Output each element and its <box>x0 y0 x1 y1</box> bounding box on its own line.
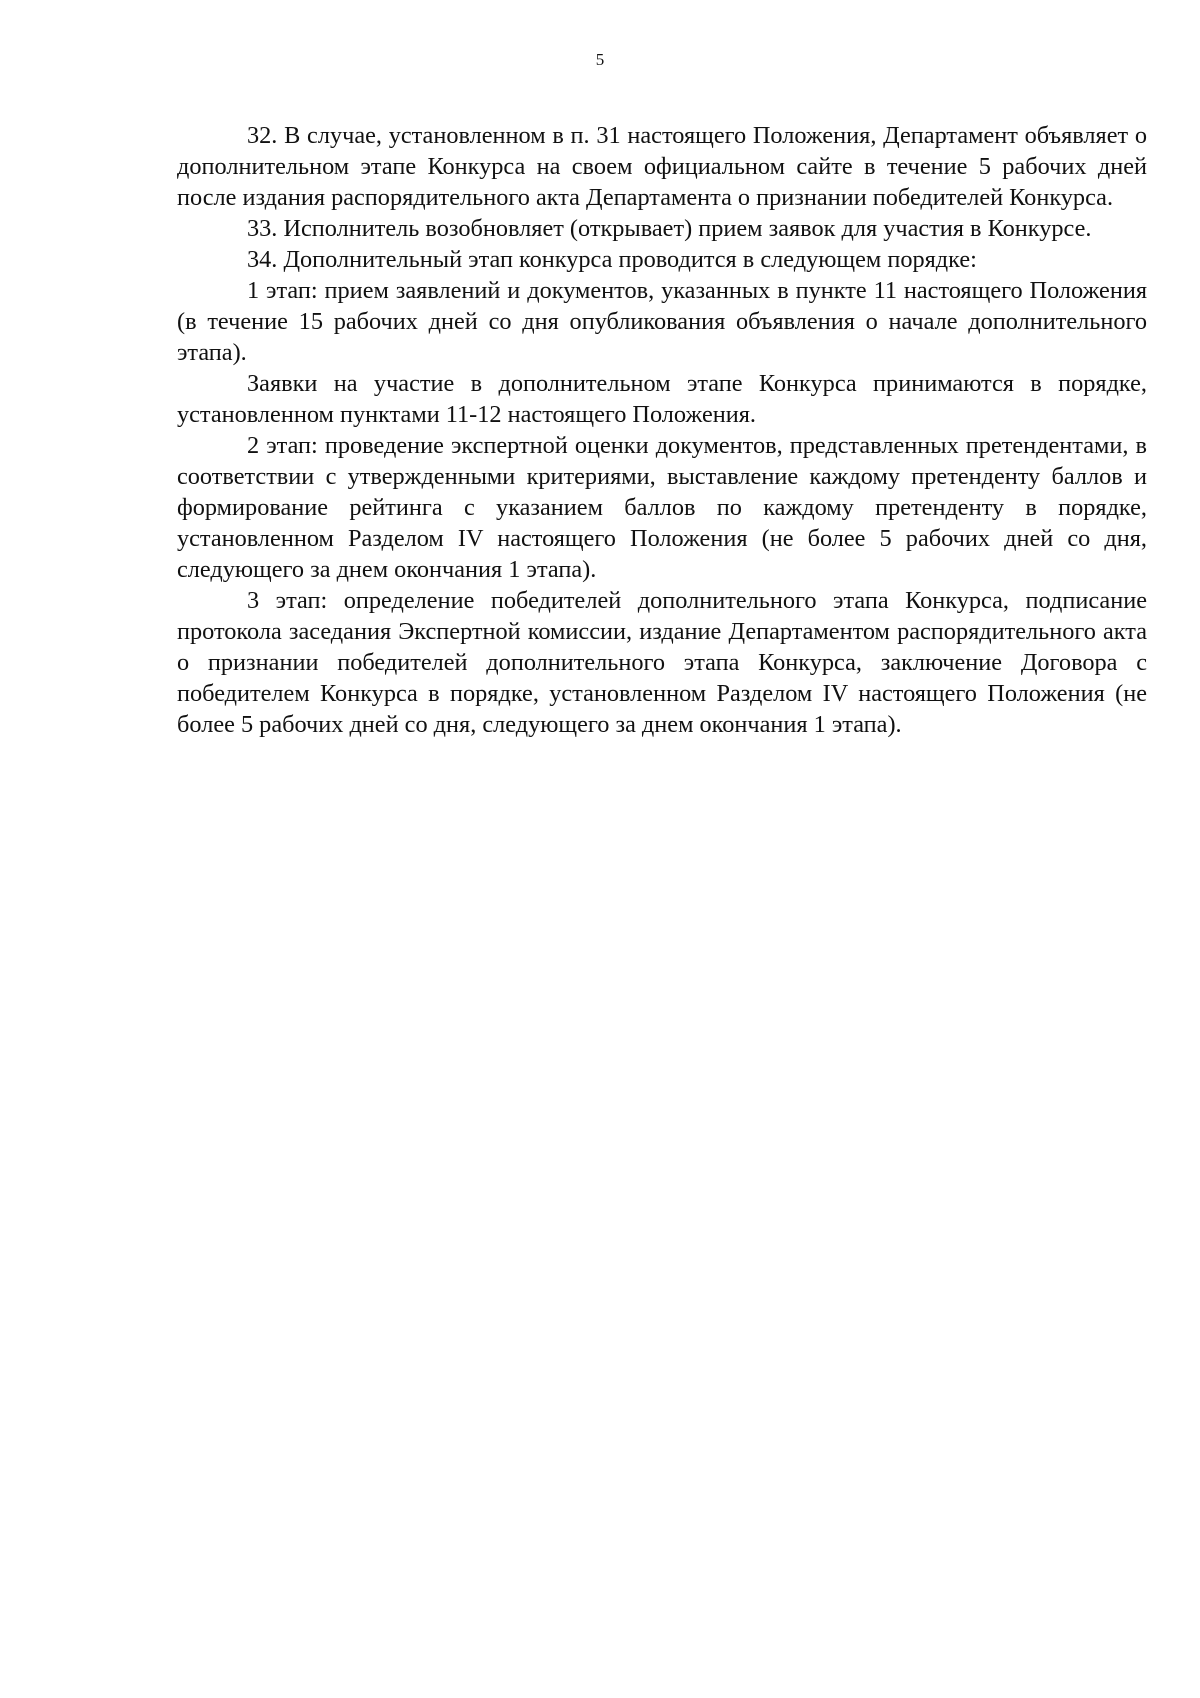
document-body <box>177 120 1147 740</box>
stage-3-paragraph: 3 этап: определение победителей дополнительного этапа Конкурса, подписание протокола заседания Экспертной комиссии, издание Департаментом распорядительного акта о признании победителей дополнительного этапа Конкурса, заключение Договора с победителем Конкурса в порядке, установленном Разделом IV настоящего Положения (не более 5 рабочих дней со дня, следующего за днем окончания 1 этапа). <box>177 587 1147 738</box>
paragraph-34: 34. Дополнительный этап конкурса проводится в следующем порядке: <box>247 246 977 273</box>
paragraph-32: 32. В случае, установленном в п. 31 настоящего Положения, Департамент объявляет о дополнительном этапе Конкурса на своем официальном сайте в течение 5 рабочих дней после издания распорядительного акта Департамента о признании победителей Конкурса. <box>177 122 1147 211</box>
applications-paragraph: Заявки на участие в дополнительном этапе Конкурса принимаются в порядке, установленном пунктами 11-12 настоящего Положения. <box>177 370 1147 428</box>
stage-1-paragraph: 1 этап: прием заявлений и документов, указанных в пункте 11 настоящего Положения (в течение 15 рабочих дней со дня опубликования объявления о начале дополнительного этапа). <box>177 277 1147 366</box>
paragraph-33: 33. Исполнитель возобновляет (открывает) прием заявок для участия в Конкурсе. <box>247 215 1092 242</box>
stage-2-paragraph: 2 этап: проведение экспертной оценки документов, представленных претендентами, в соответствии с утвержденными критериями, выставление каждому претенденту баллов и формирование рейтинга с указанием баллов по каждому претенденту в порядке, установленном Разделом IV настоящего Положения (не более 5 рабочих дней со дня, следующего за днем окончания 1 этапа). <box>177 432 1147 583</box>
page-number: 5 <box>595 50 605 69</box>
